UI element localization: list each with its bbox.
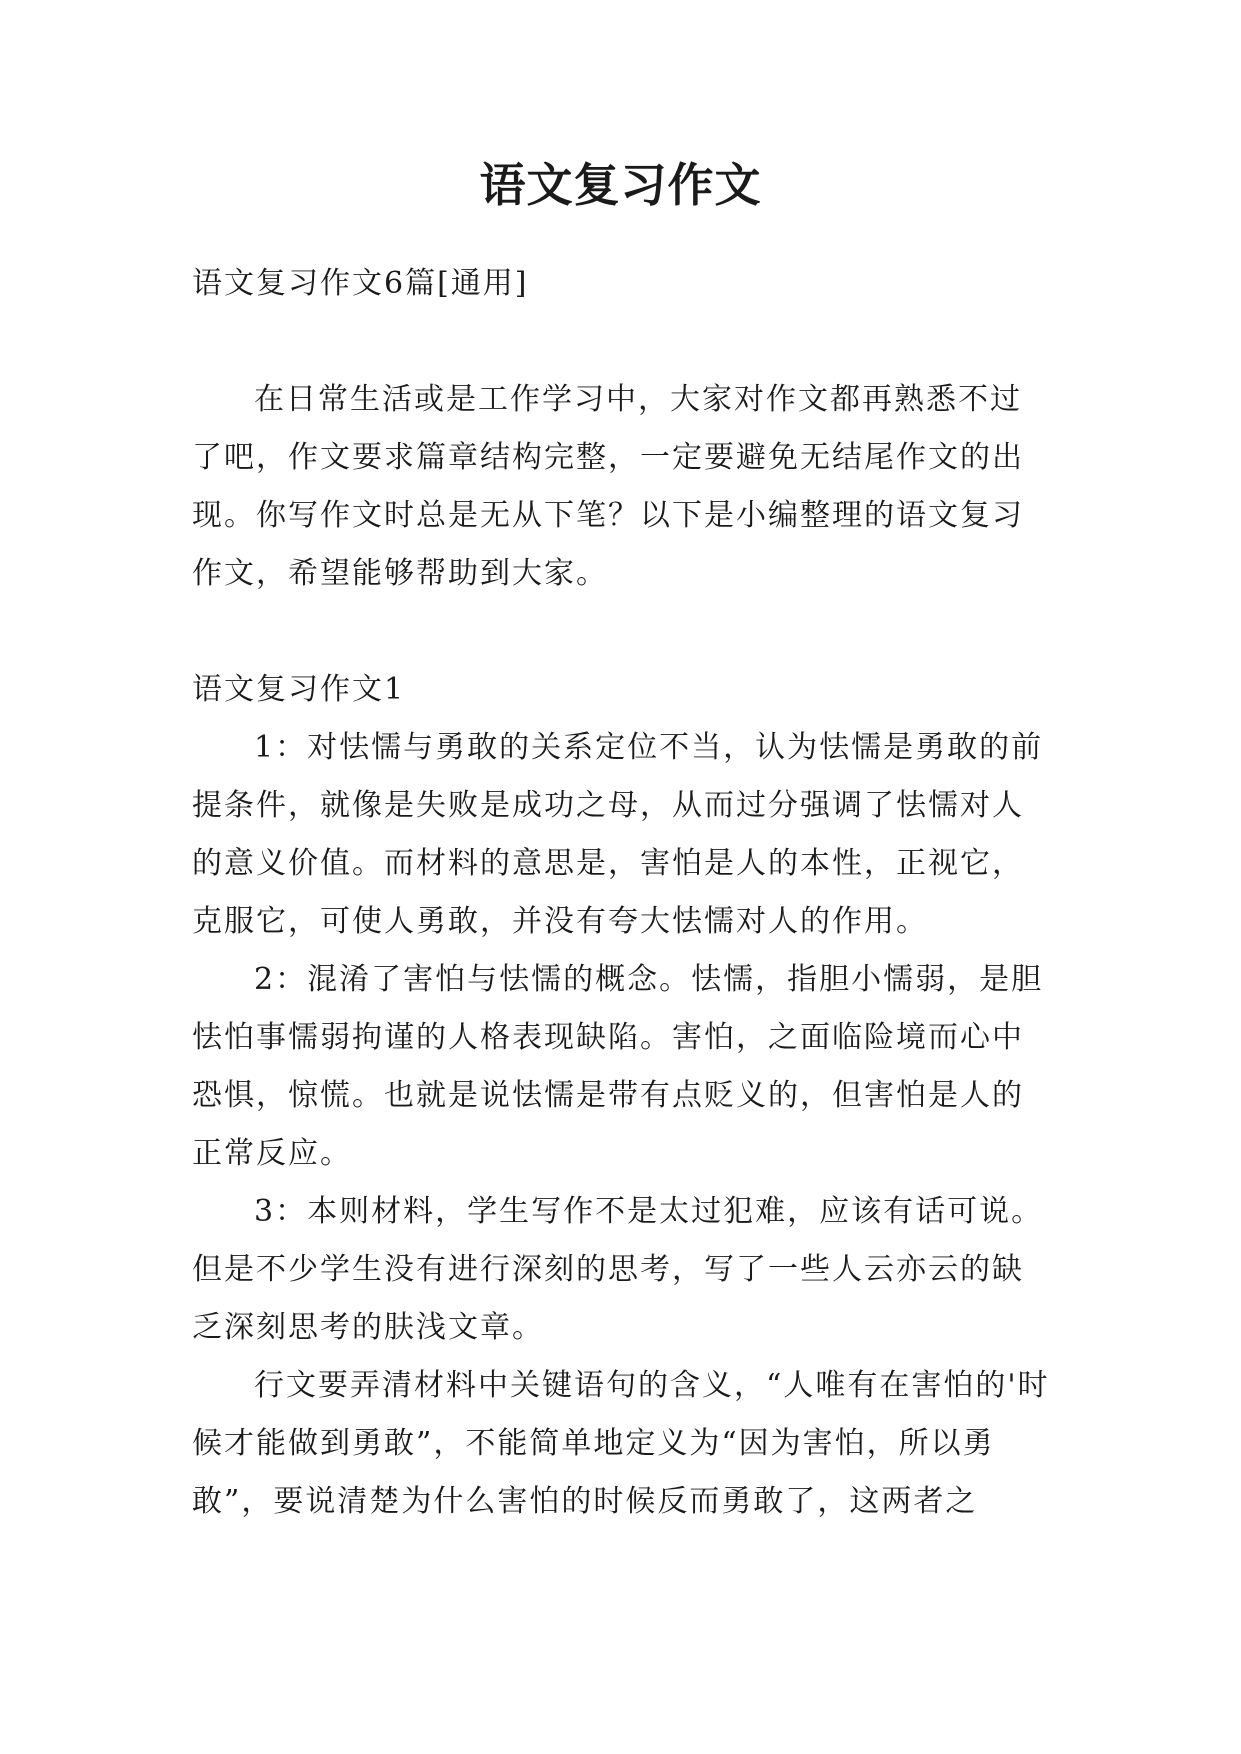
body-paragraph-4: 行文要弄清材料中关键语句的含义，“人唯有在害怕的'时候才能做到勇敢”，不能简单地定义为“因为害怕，所以勇敢”，要说清楚为什么害怕的时候反而勇敢了，这两者之	[192, 1368, 1050, 1519]
body-paragraph-1: 1：对怯懦与勇敢的关系定位不当，认为怯懦是勇敢的前提条件，就像是失败是成功之母，从而过分强调了怯懦对人的意义价值。而材料的意思是，害怕是人的本性，正视它，克服它，可使人勇敢，并没有夸大怯懦对人的作用。	[192, 730, 1044, 939]
intro-paragraph: 在日常生活或是工作学习中，大家对作文都再熟悉不过了吧，作文要求篇章结构完整，一定要避免无结尾作文的出现。你写作文时总是无从下笔？以下是小编整理的语文复习作文，希望能够帮助到大家。	[192, 382, 1024, 591]
section-heading: 语文复习作文1	[192, 672, 406, 707]
document-subtitle: 语文复习作文6篇[通用]	[192, 266, 529, 301]
body-paragraph-3: 3：本则材料，学生写作不是太过犯难，应该有话可说。但是不少学生没有进行深刻的思考，写了一些人云亦云的缺乏深刻思考的肤浅文章。	[192, 1194, 1044, 1345]
document-body	[192, 255, 1052, 1531]
document-title: 语文复习作文	[479, 158, 762, 212]
body-paragraph-2: 2：混淆了害怕与怯懦的概念。怯懦，指胆小懦弱，是胆怯怕事懦弱拘谨的人格表现缺陷。害怕，之面临险境而心中恐惧，惊慌。也就是说怯懦是带有点贬义的，但害怕是人的正常反应。	[192, 962, 1044, 1171]
